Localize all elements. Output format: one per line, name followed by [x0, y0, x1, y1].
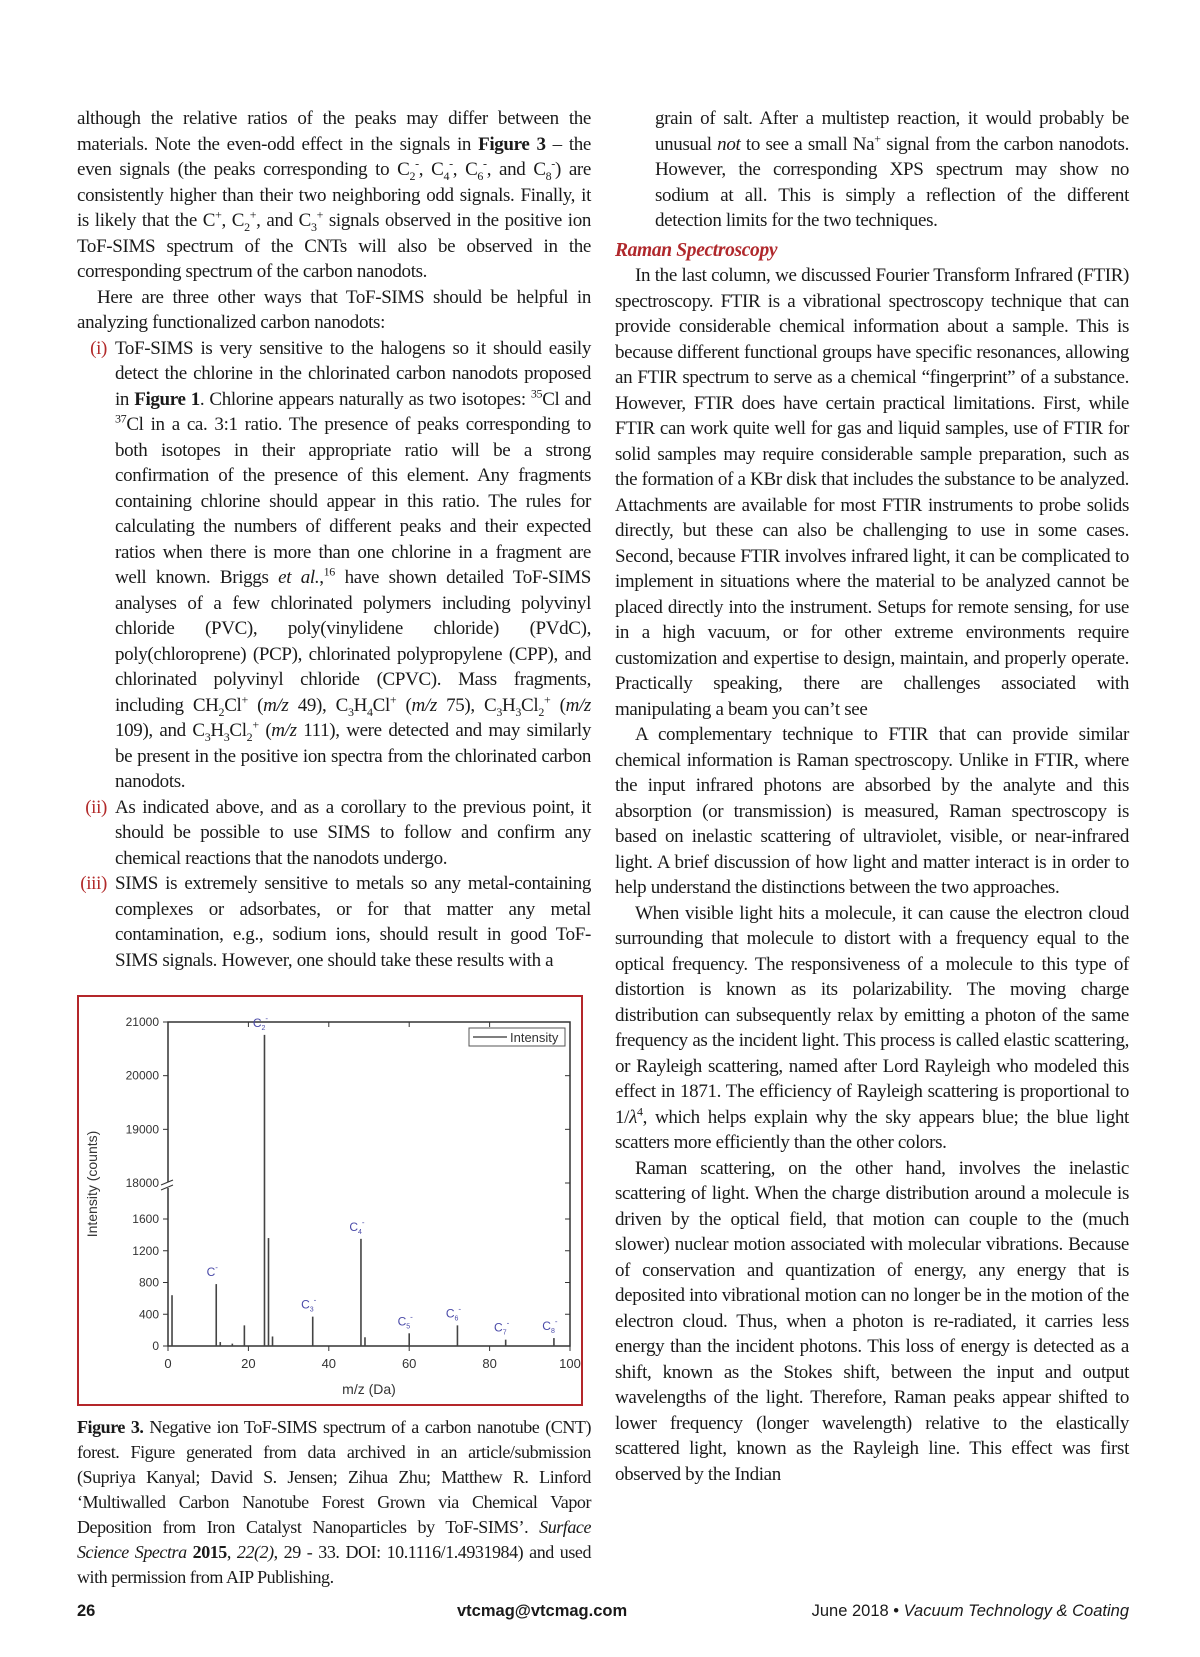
x-axis-label: m/z (Da)	[342, 1381, 396, 1397]
plot-frame	[168, 1022, 570, 1346]
text-run: Here are three other ways that ToF-SIMS should be helpful in analyzing functionalized carbon nanodots:	[77, 286, 591, 333]
text-run: SIMS is extremely sensitive to metals so any metal-containing complexes or adsorbates, or for that matter any metal contamination, e.g., sodium ions, should result in good ToF-SIMS signals. However, one should take these results with a	[115, 873, 591, 971]
italic-text: m/z	[263, 694, 289, 716]
subscript: 3	[223, 729, 230, 744]
y-tick-label: 20000	[125, 1068, 159, 1083]
peak-label-base: C	[494, 1320, 503, 1335]
bold-text: Figure 1	[134, 388, 200, 410]
peak-label-sup: -	[215, 1263, 218, 1273]
text-run: , and C	[486, 159, 546, 180]
superscript: -	[551, 156, 555, 171]
peak-label-base: C	[252, 1015, 262, 1030]
peak-label-sub: 4	[358, 1228, 362, 1236]
italic-text: 22(2)	[236, 1542, 274, 1562]
peak-label-base: C	[349, 1219, 359, 1234]
italic-text: m/z	[411, 694, 437, 716]
peak-label-sub: 3	[309, 1306, 314, 1314]
text-run: ToF-SIMS is very sensitive to the halogens so it should easily detect the chlorine in the chlorinated carbon nanodots proposed in	[115, 337, 591, 410]
subscript: 4	[366, 704, 373, 719]
text-run: Cl	[224, 694, 242, 716]
peak-label-sub: 8	[550, 1328, 555, 1336]
subscript: 6	[477, 168, 484, 183]
text-run: (	[247, 694, 264, 716]
peak-label-sup: -	[506, 1318, 510, 1328]
text-run: Raman Spectroscopy	[615, 239, 778, 261]
list-item	[77, 795, 591, 872]
subscript: 3	[347, 704, 354, 719]
footer-bullet: •	[893, 1602, 900, 1620]
superscript: +	[316, 207, 324, 222]
italic-text: Surface Science Spectra	[77, 1517, 591, 1562]
peak-label	[301, 1296, 317, 1314]
peak-label-base: C	[445, 1306, 455, 1321]
text-run: Cl	[521, 694, 539, 716]
bold-text: Figure 3.	[77, 1417, 144, 1437]
text-run: Raman scattering, on the other hand, involves the inelastic scattering of light. When the charge distribution around a molecule is driven by the optical field, that motion can couple to the (much slower) nuclear motion associated with molecular vibrations. Because of conservation and quantization of energy, any energy that is deposited into vibrational motion can no longer be in the motion of the electron cloud. Thus, when a photon is re-radiated, it carries less energy than the incident photons. This loss of energy is detected as a shift, known as the Stokes shift, between the input and output wavelengths of the light. Therefore, Raman peaks appear shifted to lower frequency (longer wavelength) relative to the elastically scattered light, known as the Rayleigh line. This effect was first observed by the Indian	[615, 1157, 1129, 1485]
text-run: ,	[319, 567, 324, 588]
legend-label: Intensity	[510, 1030, 559, 1045]
footer-magazine: Vacuum Technology & Coating	[903, 1602, 1129, 1620]
bold-text: 2015	[192, 1542, 227, 1562]
italic-text: et al.	[278, 567, 320, 588]
peak-label	[349, 1218, 365, 1236]
list-item	[77, 871, 591, 973]
peak-label	[398, 1312, 414, 1330]
subscript: 2	[246, 729, 253, 744]
x-tick-label: 60	[401, 1356, 417, 1371]
right-column	[615, 106, 1129, 1487]
subscript: 2	[218, 704, 225, 719]
text-run: A complementary technique to FTIR that can provide similar chemical information is Raman spectroscopy. Unlike in FTIR, where the input infrared photons are absorbed by the analyte and this absorption (or transmission) is measured, Raman spectroscopy is based on inelastic scattering of ultraviolet, visible, or near-infrared light. A brief discussion of how light and matter interact is in order to help understand the distinctions between the two approaches.	[615, 724, 1129, 898]
footer-date: June 2018	[811, 1602, 889, 1620]
peak-label	[446, 1304, 462, 1322]
text-run: 109), and C	[115, 720, 205, 741]
peak-label-sup: -	[554, 1317, 558, 1327]
text-run: grain of salt. After a multistep reaction, it would probably be unusual	[655, 108, 1129, 155]
text-run: , and C	[256, 210, 311, 231]
peak-label-sub: 5	[406, 1323, 411, 1331]
x-tick-label: 20	[241, 1356, 256, 1371]
text-run: (	[550, 694, 566, 716]
y-tick-label: 0	[152, 1339, 159, 1353]
peak-label	[207, 1263, 219, 1279]
y-tick-label: 21000	[125, 1015, 159, 1029]
subscript: 2	[244, 219, 250, 234]
text-run: , C	[418, 159, 444, 180]
page-number: 26	[77, 1602, 96, 1620]
text-run: In the last column, we discussed Fourier Transform Infrared (FTIR) spectroscopy. FTIR is a vibrational spectroscopy technique that can provide considerable chemical information about a sample. This is because different functional groups have specific resonances, allowing an FTIR spectrum to serve as a chemical “fingerprint” of a substance. However, FTIR does have certain practical limitations. First, while FTIR can work quite well for gas and liquid samples, use of FTIR for solid samples may require considerable sample preparation, such as the formation of a KBr disk that includes the substance to be analyzed. Attachments are available for most FTIR instruments to probe solids directly, but these can also be challenging to use in some cases. Second, because FTIR involves infrared light, it can be complicated to implement in situations where the material to be analyzed cannot be placed directly into the instrument. Setups for remote sensing, for use in a high vacuum, or for other extreme environments require customization and expertise to design, maintain, and properly operate. Practically speaking, there are challenges associated with manipulating a beam you can’t see	[615, 265, 1129, 720]
text-run: Cl	[229, 720, 247, 741]
x-tick-label: 40	[321, 1356, 337, 1371]
paragraph	[615, 263, 1129, 722]
list-number: (i)	[90, 337, 107, 359]
superscript: 35	[530, 386, 543, 401]
y-axis-label: Intensity (counts)	[84, 1130, 100, 1238]
peak-label-sub: 2	[261, 1024, 266, 1032]
spectrum-plot	[79, 997, 581, 1404]
peak-label-sup: -	[361, 1217, 365, 1227]
subscript: 8	[545, 168, 552, 183]
text-run: , which helps explain why the sky appears blue; the blue light scatters more efficiently than the other colors.	[615, 1106, 1129, 1153]
text-run: signals observed in the positive ion ToF-SIMS spectrum of the CNTs will also be observed in the corresponding spectrum of the carbon nanodots.	[77, 210, 591, 282]
x-tick-label: 80	[482, 1356, 497, 1371]
text-run: , C	[221, 210, 245, 231]
figure-caption	[77, 1415, 591, 1590]
peak-label-base: C	[542, 1319, 551, 1334]
x-tick-label: 100	[559, 1356, 581, 1371]
superscript: +	[249, 207, 257, 222]
peak-label	[253, 1014, 269, 1032]
superscript: -	[449, 156, 453, 171]
text-run: ,	[226, 1542, 237, 1562]
subscript: 3	[496, 704, 503, 719]
text-run: ) are consistently higher than their two neighboring odd signals. Finally, it is likely that the C	[77, 159, 591, 231]
paragraph	[615, 1156, 1129, 1488]
superscript: +	[874, 131, 881, 146]
text-run: to see a small Na	[740, 133, 875, 155]
subscript: 3	[310, 219, 317, 234]
italic-text: m/z	[271, 720, 297, 741]
peak-label-base: C	[397, 1314, 407, 1329]
peak-label-sup: -	[313, 1295, 317, 1305]
text-run: have shown detailed ToF-SIMS analyses of a few chlorinated polymers including polyvinyl chloride (PVC), poly(vinylidene chloride) (PVdC), poly(chloroprene) (PCP), chlorinated polypropylene (CPP), and chlorinated polyvinyl chloride (CPVC). Mass fragments, including CH	[115, 567, 591, 716]
text-run: signal from the carbon nanodots. However, the corresponding XPS spectrum may show no sodium at all. This is simply a reflection of the different detection limits for the two techniques.	[655, 133, 1129, 231]
text-run: 49), C	[288, 694, 348, 716]
y-tick-label: 800	[138, 1275, 159, 1290]
text-run: When visible light hits a molecule, it can cause the electron cloud surrounding that molecule to distort with a frequency equal to the optical frequency. The responsiveness of a molecule to this type of distortion is known as its polarizability. The moving charge distribution can subsequently relax by emitting a photon of the same frequency as the incident light. This process is called elastic scattering, or Rayleigh scattering, named after Lord Rayleigh who modeled this effect in 1871. The efficiency of Rayleigh scattering is proportional to 1/	[615, 902, 1129, 1128]
subscript: 4	[443, 168, 450, 183]
subscript: 2	[409, 168, 416, 183]
superscript: 4	[636, 1104, 643, 1119]
paragraph	[77, 106, 591, 285]
superscript: +	[543, 692, 551, 707]
x-tick-label: 0	[164, 1356, 172, 1371]
left-column	[77, 106, 591, 973]
list-number: (ii)	[85, 796, 107, 818]
subscript: 2	[538, 704, 544, 719]
superscript: -	[483, 156, 487, 171]
text-run: Cl in a ca. 3:1 ratio. The presence of peaks corresponding to both isotopes in their appropriate ratio will be a strong confirmation of the presence of this element. Any fragments containing chlorine should appear in this ratio. The rules for calculating the numbers of different peaks and their expected ratios when there is more than one chlorine in a fragment are well known. Briggs	[115, 414, 591, 588]
superscript: -	[415, 156, 419, 171]
superscript: 16	[323, 564, 335, 579]
superscript: +	[215, 207, 222, 222]
superscript: +	[252, 717, 259, 732]
text-run: (	[396, 694, 412, 716]
y-tick-label: 400	[138, 1307, 159, 1322]
list-item	[77, 336, 591, 795]
paragraph	[615, 901, 1129, 1156]
peak-label	[494, 1319, 510, 1337]
text-run: – the even signals (the peaks corresponding to C	[77, 133, 591, 180]
text-run: although the relative ratios of the peaks may differ between the materials. Note the even-odd effect in the signals in	[77, 108, 591, 155]
superscript: 37	[115, 411, 127, 426]
text-run: Cl and	[542, 388, 591, 410]
text-run: H	[353, 694, 367, 716]
text-run: (	[258, 720, 272, 741]
footer-email[interactable]: vtcmag@vtcmag.com	[457, 1602, 628, 1620]
text-run: . Chlorine appears naturally as two isotopes:	[199, 388, 531, 410]
list-item-continuation	[615, 106, 1129, 234]
footer-issue	[812, 1602, 1129, 1621]
y-tick-label: 1200	[132, 1243, 159, 1258]
text-run: 75), C	[436, 694, 497, 716]
y-tick-label: 18000	[125, 1176, 159, 1190]
y-tick-label: 1600	[132, 1212, 159, 1226]
peak-label-sup: -	[265, 1013, 269, 1023]
subscript: 3	[204, 729, 211, 744]
section-heading	[615, 238, 1129, 264]
text-run: 111), were detected and may similarly be present in the positive ion spectra from the chlorinated carbon nanodots.	[115, 720, 591, 792]
text-run: Negative ion ToF-SIMS spectrum of a carbon nanotube (CNT) forest. Figure generated from data archived in an article/submission (Supriya Kanyal; David S. Jensen; Zihua Zhu; Matthew R. Linford ‘Multiwalled Carbon Nanotube Forest Grown via Chemical Vapor Deposition from Iron Catalyst Nanoparticles by ToF-SIMS’.	[77, 1417, 591, 1537]
peak-label-sup: -	[410, 1312, 413, 1322]
text-run: H	[210, 720, 224, 741]
text-run: , 29 - 33. DOI: 10.1116/1.4931984) and used with permission from AIP Publishing.	[77, 1542, 591, 1587]
superscript: +	[241, 692, 248, 707]
text-run: , C	[452, 159, 478, 180]
text-run: As indicated above, and as a corollary to the previous point, it should be possible to use SIMS to follow and confirm any chemical reactions that the nanodots undergo.	[115, 796, 591, 869]
italic-text: m/z	[565, 694, 591, 716]
peak-label-sub: 6	[454, 1315, 459, 1323]
list-number: (iii)	[80, 873, 107, 894]
paragraph	[77, 285, 591, 336]
peak-label	[542, 1317, 558, 1335]
figure-3-chart	[77, 995, 583, 1406]
bold-text: Figure 3	[478, 133, 546, 155]
italic-text: λ	[629, 1106, 637, 1128]
superscript: +	[389, 692, 397, 707]
paragraph	[615, 722, 1129, 901]
text-run: H	[502, 694, 516, 716]
text-run: Cl	[372, 694, 390, 716]
peak-label-base: C	[206, 1265, 216, 1280]
peak-label-base: C	[301, 1297, 310, 1312]
peak-label-sup: -	[458, 1304, 462, 1314]
subscript: 3	[515, 704, 522, 719]
peak-label-sub: 7	[502, 1329, 507, 1337]
italic-text: not	[717, 133, 741, 155]
y-tick-label: 19000	[125, 1122, 159, 1137]
